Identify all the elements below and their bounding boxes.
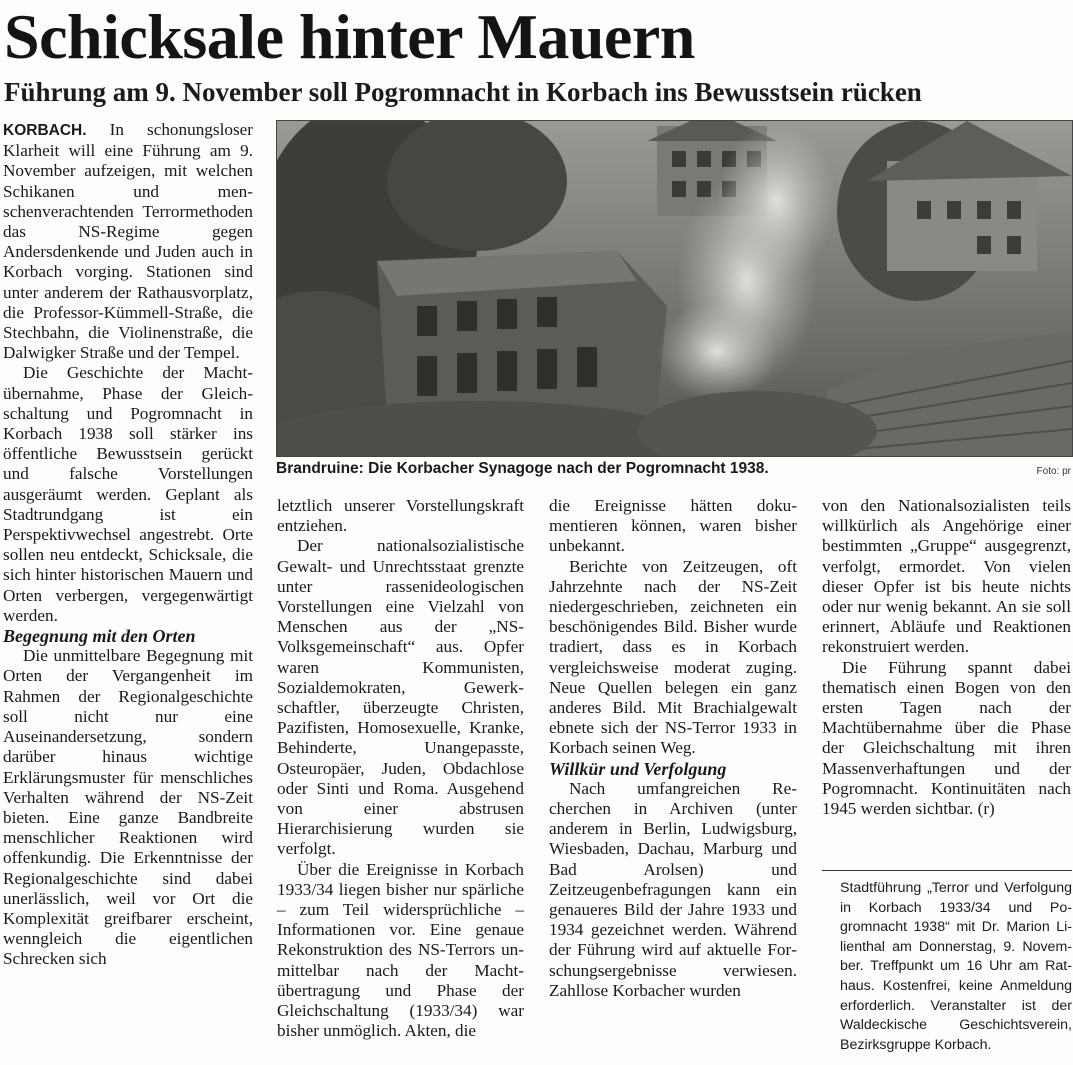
article-column-4 bbox=[822, 496, 1071, 819]
synagogue-ruin-photo bbox=[276, 120, 1073, 457]
article-paragraph: Die Führung spannt dabei thematisch einen Bogen von den ersten Tagen nach der Machtübernahme über die Phase der Gleichschaltung mit ihren Massenverhaftungen und der Pogromnacht. Kontinuitäten nach 1945 werden sichtbar. (r) bbox=[822, 657, 1071, 819]
dateline: KORBACH. bbox=[3, 122, 87, 139]
article-paragraph: von den Nationalsozialisten teils willkürlich als Angehörige einer bestimmten „Gruppe“ ausgegrenzt, verfolgt, ermordet. Von vielen dieser Opfer ist bis heute nichts oder nur wenig bekannt. An sie soll erinnert, Abläufe und Reaktionen rekonstruiert werden. bbox=[822, 496, 1071, 657]
section-subtitle: Begegnung mit den Orten bbox=[3, 626, 196, 647]
article-paragraph: Der nationalsozialistische Gewalt- und Unrechtsstaat grenzte unter rassenideologischen Vorstellungen eine Vielzahl von Menschen aus der „NS-Volksgemeinschaft“ aus. Opfer waren Kommunisten, Sozialdemokraten, Gewerkschaftler, überzeugte Christen, Pazifisten, Homosexuelle, Kranke, Behinderte, Unangepasste, Osteuropäer, Juden, Obdachlose oder Sinti und Roma. Ausgehend von einer abstrusen Hierarchisierung wurden sie verfolgt. bbox=[277, 536, 524, 859]
article-paragraph: Die unmittelbare Begegnung mit Orten der Vergangenheit im Rahmen der Regionalgeschichte soll nicht nur eine Auseinandersetzung, sondern darüber hinaus wichtige Erklärungsmuster für menschliches Verhalten während der NS-Zeit bieten. Eine ganze Bandbreite menschlicher Reaktionen wird offenkundig. Die Erkenntnisse der Regionalgeschichte sind dabei unerlässlich, weil vor Ort die Komplexität greifbarer erscheint, wenngleich die eigentlichen Schrecken sich bbox=[3, 646, 253, 969]
photo-credit: Foto: pr bbox=[1036, 466, 1071, 477]
article-paragraph: Berichte von Zeitzeugen, oft Jahrzehnte nach der NS-Zeit niedergeschrieben, zeichneten ein beschönigendes Bild. Bisher wurde tradiert, dass es in Korbach vergleichsweise moderat zuging. Neue Quellen belegen ein ganz anderes Bild. Mit Brachialgewalt ebnete sich der NS-Terror 1933 in Korbach seinen Weg. bbox=[549, 556, 797, 758]
paragraph-text: In schonungsloser Klarheit will eine Führung am 9. November aufzeigen, mit welchen Schikanen und menschenverachtenden Terrormethoden das NS-Regime gegen Andersdenkende und Juden auch in Korbach vorging. Stationen sind unter anderem der Rathausvorplatz, die Professor-Kümmell-Straße, die Stechbahn, die Violinenstraße, die Dalwigker Straße und der Tempel. bbox=[3, 120, 253, 363]
headline: Schicksale hinter Mauern bbox=[4, 1, 695, 72]
photo-image bbox=[277, 121, 1072, 456]
article-paragraph: die Ereignisse hätten dokumentieren können, waren bisher unbekannt. bbox=[549, 496, 797, 556]
article-paragraph: Über die Ereignisse in Korbach 1933/34 liegen bisher nur spärliche – zum Teil widersprüchliche – Informationen vor. Eine genaue Rekonstruktion des NS-Terrors unmittelbar nach der Machtübertragung und Phase der Gleichschaltung (1933/34) war bisher unmöglich. Akten, die bbox=[277, 859, 524, 1041]
article-column-1 bbox=[3, 120, 253, 970]
article-column-2 bbox=[277, 496, 524, 1041]
article-paragraph bbox=[3, 120, 253, 363]
article-paragraph: Nach umfangreichen Recherchen in Archiven (unter anderem in Berlin, Ludwigsburg, Wiesbaden, Dachau, Marburg und Bad Arolsen) und Zeitzeugenbefragungen kann ein genaueres Bild der Jahre 1933 und 1934 gezeichnet werden. Während der Führung wird auf aktuelle Forschungsergebnisse verwiesen. Zahllose Korbacher wurden bbox=[549, 778, 797, 1000]
article-paragraph: letztlich unserer Vorstellungskraft entziehen. bbox=[277, 496, 524, 536]
article-column-3 bbox=[549, 496, 797, 1001]
section-subtitle: Willkür und Verfolgung bbox=[549, 758, 727, 779]
subheadline: Führung am 9. November soll Pogromnacht in Korbach ins Bewusstsein rücken bbox=[4, 77, 922, 107]
event-info-text: Stadtführung „Terror und Verfolgung in Korbach 1933/34 und Pogromnacht 1938“ mit Dr. Marion Lilienthal am Donnerstag, 9. November. Treffpunkt um 16 Uhr am Rathaus. Kostenfrei, keine Anmeldung erforderlich. Veranstalter ist der Waldeckische Geschichtsverein, Bezirksgruppe Korbach. bbox=[840, 880, 1072, 1053]
event-info-box bbox=[822, 870, 1072, 1055]
article-paragraph: Die Geschichte der Machtübernahme, Phase der Gleichschaltung und Pogromnacht in Korbach 1938 soll stärker ins öffentliche Bewusstsein gerückt und falsche Vorstellungen ausgeräumt werden. Geplant als Stadtrundgang ist ein Perspektivwechsel angestrebt. Orte sollen neu entdeckt, Schicksale, die sich hinter historischen Mauern und Orten verbergen, vergegenwärtigt werden. bbox=[3, 363, 253, 625]
photo-caption: Brandruine: Die Korbacher Synagoge nach der Pogromnacht 1938. bbox=[276, 460, 769, 477]
